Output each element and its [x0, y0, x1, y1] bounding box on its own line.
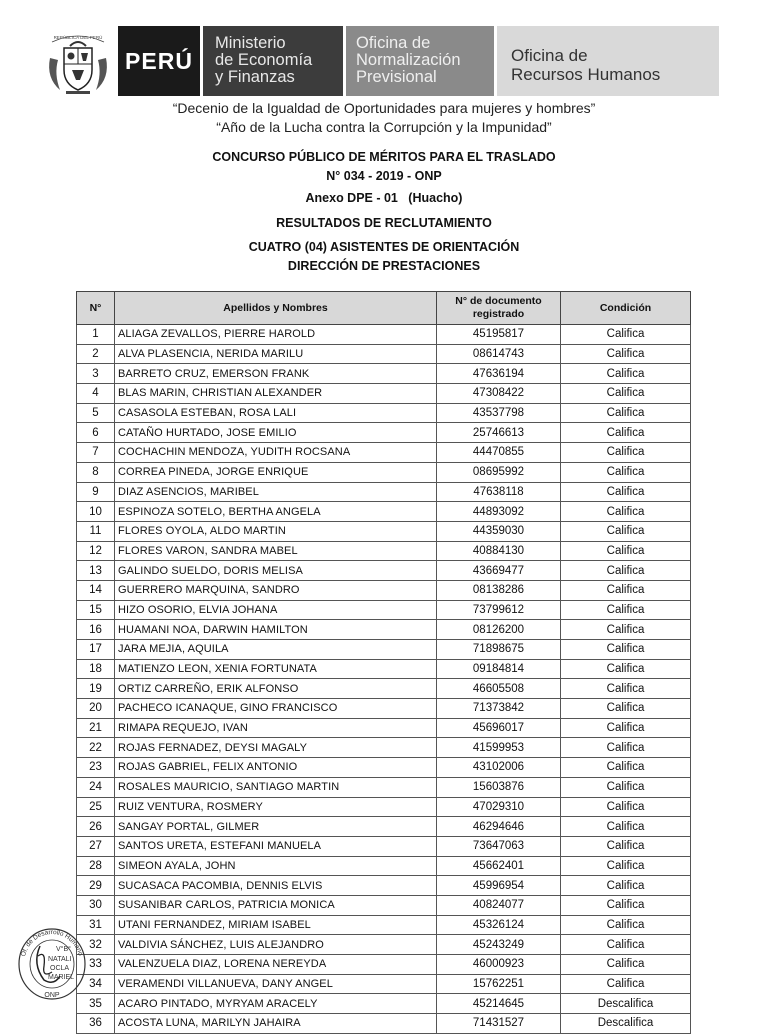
row-condition-cell: Califica: [561, 758, 691, 778]
row-name-cell: PACHECO ICANAQUE, GINO FRANCISCO: [115, 699, 437, 719]
annex-title: Anexo DPE - 01 (Huacho): [305, 191, 463, 205]
svg-text:Of. de Desarrollo Humano: [20, 929, 84, 957]
row-number-cell: 11: [77, 521, 115, 541]
row-document-cell: 47636194: [437, 364, 561, 384]
ministry-line: y Finanzas: [215, 68, 295, 86]
row-document-cell: 71431527: [437, 1014, 561, 1034]
row-name-cell: COCHACHIN MENDOZA, YUDITH ROCSANA: [115, 443, 437, 463]
row-condition-cell: Califica: [561, 423, 691, 443]
row-condition-cell: Califica: [561, 876, 691, 896]
table-row: [77, 521, 691, 541]
row-condition-cell: Califica: [561, 620, 691, 640]
row-condition-cell: Califica: [561, 443, 691, 463]
row-document-cell: 44470855: [437, 443, 561, 463]
table-row: [77, 443, 691, 463]
hr-office-line: Oficina de: [511, 46, 588, 65]
row-name-cell: ROSALES MAURICIO, SANTIAGO MARTIN: [115, 777, 437, 797]
row-condition-cell: Califica: [561, 915, 691, 935]
row-number-cell: 4: [77, 384, 115, 404]
table-row: [77, 403, 691, 423]
row-condition-cell: Califica: [561, 541, 691, 561]
row-condition-cell: Califica: [561, 502, 691, 522]
row-number-cell: 27: [77, 836, 115, 856]
contest-title: CONCURSO PÚBLICO DE MÉRITOS PARA EL TRASLADO: [212, 150, 556, 164]
onp-line: Previsional: [356, 68, 437, 86]
row-condition-cell: Califica: [561, 718, 691, 738]
row-condition-cell: Califica: [561, 384, 691, 404]
table-row: [77, 876, 691, 896]
row-name-cell: ACOSTA LUNA, MARILYN JAHAIRA: [115, 1014, 437, 1034]
row-document-cell: 40824077: [437, 895, 561, 915]
row-name-cell: RUIZ VENTURA, ROSMERY: [115, 797, 437, 817]
row-document-cell: 08138286: [437, 580, 561, 600]
row-number-cell: 26: [77, 817, 115, 837]
table-row: [77, 718, 691, 738]
official-stamp-icon: [14, 920, 90, 1002]
hr-office-box: [497, 26, 719, 96]
row-name-cell: JARA MEJIA, AQUILA: [115, 640, 437, 660]
row-document-cell: 71898675: [437, 640, 561, 660]
slogan-year: “Año de la Lucha contra la Corrupción y la Impunidad”: [216, 119, 552, 135]
table-row: [77, 777, 691, 797]
row-document-cell: 45696017: [437, 718, 561, 738]
row-document-cell: 45243249: [437, 935, 561, 955]
row-name-cell: RIMAPA REQUEJO, IVAN: [115, 718, 437, 738]
row-number-cell: 12: [77, 541, 115, 561]
row-name-cell: ORTIZ CARREÑO, ERIK ALFONSO: [115, 679, 437, 699]
row-condition-cell: Califica: [561, 856, 691, 876]
direction-title: DIRECCIÓN DE PRESTACIONES: [287, 259, 481, 273]
document-header: [0, 0, 768, 100]
row-condition-cell: Califica: [561, 955, 691, 975]
row-name-cell: ESPINOZA SOTELO, BERTHA ANGELA: [115, 502, 437, 522]
row-name-cell: ALIAGA ZEVALLOS, PIERRE HAROLD: [115, 325, 437, 345]
table-row: [77, 561, 691, 581]
row-number-cell: 33: [77, 955, 115, 975]
row-number-cell: 24: [77, 777, 115, 797]
row-condition-cell: Califica: [561, 836, 691, 856]
row-name-cell: FLORES VARON, SANDRA MABEL: [115, 541, 437, 561]
positions-title: CUATRO (04) ASISTENTES DE ORIENTACIÓN: [248, 240, 520, 254]
row-condition-cell: Califica: [561, 738, 691, 758]
row-condition-cell: Califica: [561, 640, 691, 660]
stamp-text: NATALI: [48, 956, 72, 963]
table-row: [77, 659, 691, 679]
row-document-cell: 47308422: [437, 384, 561, 404]
row-name-cell: DIAZ ASENCIOS, MARIBEL: [115, 482, 437, 502]
row-name-cell: ROJAS GABRIEL, FELIX ANTONIO: [115, 758, 437, 778]
column-header-condition: Condición: [561, 292, 691, 325]
row-condition-cell: Califica: [561, 699, 691, 719]
row-document-cell: 47029310: [437, 797, 561, 817]
table-row: [77, 974, 691, 994]
row-document-cell: 73647063: [437, 836, 561, 856]
row-number-cell: 35: [77, 994, 115, 1014]
row-name-cell: GUERRERO MARQUINA, SANDRO: [115, 580, 437, 600]
row-document-cell: 41599953: [437, 738, 561, 758]
row-document-cell: 47638118: [437, 482, 561, 502]
row-document-cell: 46605508: [437, 679, 561, 699]
row-name-cell: GALINDO SUELDO, DORIS MELISA: [115, 561, 437, 581]
row-name-cell: HUAMANI NOA, DARWIN HAMILTON: [115, 620, 437, 640]
coat-label: REPÚBLICA DEL PERÚ: [53, 35, 103, 40]
table-row: [77, 699, 691, 719]
table-row: [77, 994, 691, 1014]
row-number-cell: 23: [77, 758, 115, 778]
table-row: [77, 935, 691, 955]
row-number-cell: 19: [77, 679, 115, 699]
table-row: [77, 325, 691, 345]
row-condition-cell: Califica: [561, 580, 691, 600]
row-condition-cell: Califica: [561, 679, 691, 699]
row-document-cell: 15603876: [437, 777, 561, 797]
row-number-cell: 31: [77, 915, 115, 935]
row-number-cell: 18: [77, 659, 115, 679]
row-document-cell: 44893092: [437, 502, 561, 522]
stamp-ring-text: Of. de Desarrollo Humano: [19, 928, 84, 958]
table-row: [77, 797, 691, 817]
ministry-line: de Economía: [215, 51, 313, 69]
table-row: [77, 423, 691, 443]
row-number-cell: 15: [77, 600, 115, 620]
row-condition-cell: Califica: [561, 344, 691, 364]
row-number-cell: 5: [77, 403, 115, 423]
row-condition-cell: Descalifica: [561, 1014, 691, 1034]
row-condition-cell: Descalifica: [561, 994, 691, 1014]
row-document-cell: 25746613: [437, 423, 561, 443]
row-number-cell: 7: [77, 443, 115, 463]
row-number-cell: 8: [77, 462, 115, 482]
row-condition-cell: Califica: [561, 403, 691, 423]
row-name-cell: SANTOS URETA, ESTEFANI MANUELA: [115, 836, 437, 856]
row-document-cell: 71373842: [437, 699, 561, 719]
row-document-cell: 08695992: [437, 462, 561, 482]
row-condition-cell: Califica: [561, 462, 691, 482]
table-row: [77, 955, 691, 975]
row-number-cell: 22: [77, 738, 115, 758]
table-row: [77, 738, 691, 758]
row-name-cell: ACARO PINTADO, MYRYAM ARACELY: [115, 994, 437, 1014]
row-number-cell: 25: [77, 797, 115, 817]
row-number-cell: 9: [77, 482, 115, 502]
peru-label: PERÚ: [125, 47, 193, 74]
row-number-cell: 34: [77, 974, 115, 994]
contest-number: N° 034 - 2019 - ONP: [326, 169, 442, 183]
table-row: [77, 758, 691, 778]
row-number-cell: 13: [77, 561, 115, 581]
stamp-text: MARIEL: [48, 974, 75, 981]
row-number-cell: 20: [77, 699, 115, 719]
table-row: [77, 817, 691, 837]
table-row: [77, 600, 691, 620]
row-name-cell: MATIENZO LEON, XENIA FORTUNATA: [115, 659, 437, 679]
column-header-name: Apellidos y Nombres: [115, 292, 437, 325]
row-number-cell: 16: [77, 620, 115, 640]
row-name-cell: ROJAS FERNADEZ, DEYSI MAGALY: [115, 738, 437, 758]
table-row: [77, 895, 691, 915]
row-name-cell: SUSANIBAR CARLOS, PATRICIA MONICA: [115, 895, 437, 915]
table-row: [77, 836, 691, 856]
row-document-cell: 43102006: [437, 758, 561, 778]
row-number-cell: 2: [77, 344, 115, 364]
row-document-cell: 44359030: [437, 521, 561, 541]
row-name-cell: BLAS MARIN, CHRISTIAN ALEXANDER: [115, 384, 437, 404]
row-number-cell: 36: [77, 1014, 115, 1034]
row-number-cell: 17: [77, 640, 115, 660]
row-name-cell: CORREA PINEDA, JORGE ENRIQUE: [115, 462, 437, 482]
onp-box: [346, 26, 494, 96]
row-condition-cell: Califica: [561, 797, 691, 817]
table-row: [77, 541, 691, 561]
peru-logo-box: [118, 26, 200, 96]
table-row: [77, 344, 691, 364]
row-number-cell: 29: [77, 876, 115, 896]
stamp-bottom-text: ONP: [44, 992, 60, 999]
table-row: [77, 482, 691, 502]
table-row: [77, 364, 691, 384]
row-name-cell: VERAMENDI VILLANUEVA, DANY ANGEL: [115, 974, 437, 994]
row-document-cell: 46294646: [437, 817, 561, 837]
row-condition-cell: Califica: [561, 364, 691, 384]
onp-line: Oficina de: [356, 34, 431, 52]
stamp-text: OCLA: [50, 965, 70, 972]
table-row: [77, 384, 691, 404]
row-name-cell: HIZO OSORIO, ELVIA JOHANA: [115, 600, 437, 620]
slogan-decade: “Decenio de la Igualdad de Oportunidades para mujeres y hombres”: [172, 100, 596, 116]
row-name-cell: FLORES OYOLA, ALDO MARTIN: [115, 521, 437, 541]
table-row: [77, 580, 691, 600]
row-document-cell: 45996954: [437, 876, 561, 896]
row-condition-cell: Califica: [561, 561, 691, 581]
row-number-cell: 14: [77, 580, 115, 600]
hr-office-line: Recursos Humanos: [511, 65, 661, 84]
table-row: [77, 679, 691, 699]
row-number-cell: 1: [77, 325, 115, 345]
row-document-cell: 43537798: [437, 403, 561, 423]
row-name-cell: SUCASACA PACOMBIA, DENNIS ELVIS: [115, 876, 437, 896]
row-document-cell: 08126200: [437, 620, 561, 640]
row-number-cell: 30: [77, 895, 115, 915]
table-row: [77, 915, 691, 935]
row-name-cell: UTANI FERNANDEZ, MIRIAM ISABEL: [115, 915, 437, 935]
row-document-cell: 40884130: [437, 541, 561, 561]
row-name-cell: CATAÑO HURTADO, JOSE EMILIO: [115, 423, 437, 443]
row-condition-cell: Califica: [561, 325, 691, 345]
row-condition-cell: Califica: [561, 482, 691, 502]
column-header-number: N°: [77, 292, 115, 325]
row-number-cell: 6: [77, 423, 115, 443]
row-condition-cell: Califica: [561, 777, 691, 797]
row-document-cell: 45662401: [437, 856, 561, 876]
row-document-cell: 46000923: [437, 955, 561, 975]
table-row: [77, 462, 691, 482]
row-number-cell: 10: [77, 502, 115, 522]
row-number-cell: 3: [77, 364, 115, 384]
row-document-cell: 45195817: [437, 325, 561, 345]
row-condition-cell: Califica: [561, 895, 691, 915]
row-condition-cell: Califica: [561, 521, 691, 541]
row-document-cell: 43669477: [437, 561, 561, 581]
row-condition-cell: Califica: [561, 600, 691, 620]
row-name-cell: ALVA PLASENCIA, NERIDA MARILU: [115, 344, 437, 364]
ministry-box: [203, 26, 343, 96]
ministry-line: Ministerio: [215, 34, 286, 52]
row-name-cell: VALENZUELA DIAZ, LORENA NEREYDA: [115, 955, 437, 975]
row-document-cell: 45326124: [437, 915, 561, 935]
row-name-cell: VALDIVIA SÁNCHEZ, LUIS ALEJANDRO: [115, 935, 437, 955]
row-document-cell: 09184814: [437, 659, 561, 679]
row-number-cell: 32: [77, 935, 115, 955]
row-name-cell: SIMEON AYALA, JOHN: [115, 856, 437, 876]
row-number-cell: 28: [77, 856, 115, 876]
results-table: [76, 291, 691, 1034]
table-row: [77, 640, 691, 660]
table-header-row: [77, 292, 691, 325]
row-condition-cell: Califica: [561, 935, 691, 955]
column-header-document: N° de documento registrado: [437, 292, 561, 325]
row-condition-cell: Califica: [561, 974, 691, 994]
row-document-cell: 15762251: [437, 974, 561, 994]
row-document-cell: 73799612: [437, 600, 561, 620]
onp-line: Normalización: [356, 51, 461, 69]
table-row: [77, 856, 691, 876]
row-number-cell: 21: [77, 718, 115, 738]
row-name-cell: CASASOLA ESTEBAN, ROSA LALI: [115, 403, 437, 423]
row-condition-cell: Califica: [561, 659, 691, 679]
table-row: [77, 620, 691, 640]
row-document-cell: 45214645: [437, 994, 561, 1014]
row-document-cell: 08614743: [437, 344, 561, 364]
results-title: RESULTADOS DE RECLUTAMIENTO: [276, 216, 492, 230]
row-condition-cell: Califica: [561, 817, 691, 837]
row-name-cell: SANGAY PORTAL, GILMER: [115, 817, 437, 837]
table-row: [77, 502, 691, 522]
row-name-cell: BARRETO CRUZ, EMERSON FRANK: [115, 364, 437, 384]
coat-of-arms-icon: [44, 28, 112, 98]
stamp-text: V°B°: [56, 946, 71, 953]
table-row: [77, 1014, 691, 1034]
